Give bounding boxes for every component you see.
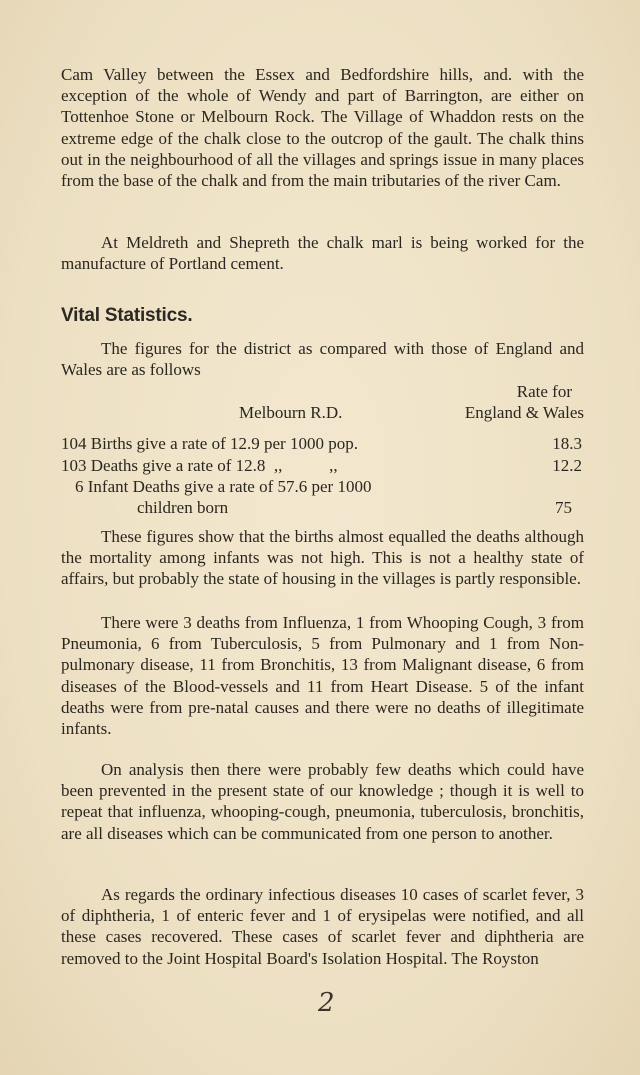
paragraph-cam-valley xyxy=(61,64,584,191)
paragraph-text: Cam Valley between the Essex and Bedfordshire hills, and. with the exception of the whole of Wendy and part of Barrington, are either on Tottenhoe Stone or Melbourn Rock. The Village of Whaddon rests on the extreme edge of the chalk close to the outcrop of the gault. The chalk thins out in the neighbourhood of all the villages and springs issue in many places from the base of the chalk and from the main tributaries of the river Cam. xyxy=(61,65,584,191)
statistics-table xyxy=(61,381,584,518)
rate-for-heading xyxy=(61,381,584,402)
row-text: 103 Deaths give a rate of 12.8 ,, ,, xyxy=(61,455,338,475)
section-heading: Vital Statistics. xyxy=(61,305,193,326)
table-row xyxy=(61,455,584,476)
paragraph-meldreth xyxy=(61,232,584,274)
paragraph-text: As regards the ordinary infectious diseases 10 cases of scarlet fever, 3 of diphtheria, 1 of enteric fever and 1 of erysipelas were notified, and all these cases recovered. These cases of scarlet fever and diphtheria are removed to the Joint Hospital Board's Isolation Hospital. The Royston xyxy=(61,885,584,968)
paragraph-intro xyxy=(61,338,584,380)
table-row xyxy=(61,433,584,454)
column-headings xyxy=(61,402,584,423)
row-text: children born xyxy=(137,498,229,518)
row-value: 12.2 xyxy=(552,455,582,475)
paragraph-text: There were 3 deaths from Influenza, 1 from Whooping Cough, 3 from Pneumonia, 6 from Tuberculosis, 5 from Pulmonary and 1 from Non-pulmonary disease, 11 from Bronchitis, 13 from Malignant disease, 6 from diseases of the Blood-vessels and 11 from Heart Disease. 5 of the infant deaths were from pre-natal causes and there were no deaths of illegitimate infants. xyxy=(61,613,584,739)
column-district: Melbourn R.D. xyxy=(239,403,343,423)
page-number: 2 xyxy=(318,988,335,1018)
column-national: England & Wales xyxy=(464,403,584,423)
paragraph-infectious xyxy=(61,884,584,969)
row-value: 18.3 xyxy=(552,434,582,454)
table-row xyxy=(61,497,584,518)
paragraph-deaths xyxy=(61,612,584,739)
paragraph-text: On analysis then there were probably few deaths which could have been prevented in the present state of our knowledge ; though it is well to repeat that influenza, whooping-cough, pneumonia, tuberculosis, bronchitis, are all diseases which can be communicated from one person to another. xyxy=(61,760,584,843)
paragraph-text: At Meldreth and Shepreth the chalk marl is being worked for the manufacture of Portland cement. xyxy=(61,233,584,274)
table-row xyxy=(61,476,584,497)
paragraph-text: The figures for the district as compared with those of England and Wales are as follows xyxy=(61,339,584,380)
row-text: 6 Infant Deaths give a rate of 57.6 per 1000 xyxy=(75,476,372,496)
paragraph-text: These figures show that the births almost equalled the deaths although the mortality among infants was not high. This is not a healthy state of affairs, but probably the state of housing in the villages is partly responsible. xyxy=(61,527,584,589)
paragraph-analysis xyxy=(61,759,584,844)
rate-for-label: Rate for xyxy=(516,382,572,401)
row-text: 104 Births give a rate of 12.9 per 1000 pop. xyxy=(61,434,358,454)
paragraph-figures xyxy=(61,526,584,590)
row-value xyxy=(512,476,584,497)
row-value: 75 xyxy=(555,498,572,518)
